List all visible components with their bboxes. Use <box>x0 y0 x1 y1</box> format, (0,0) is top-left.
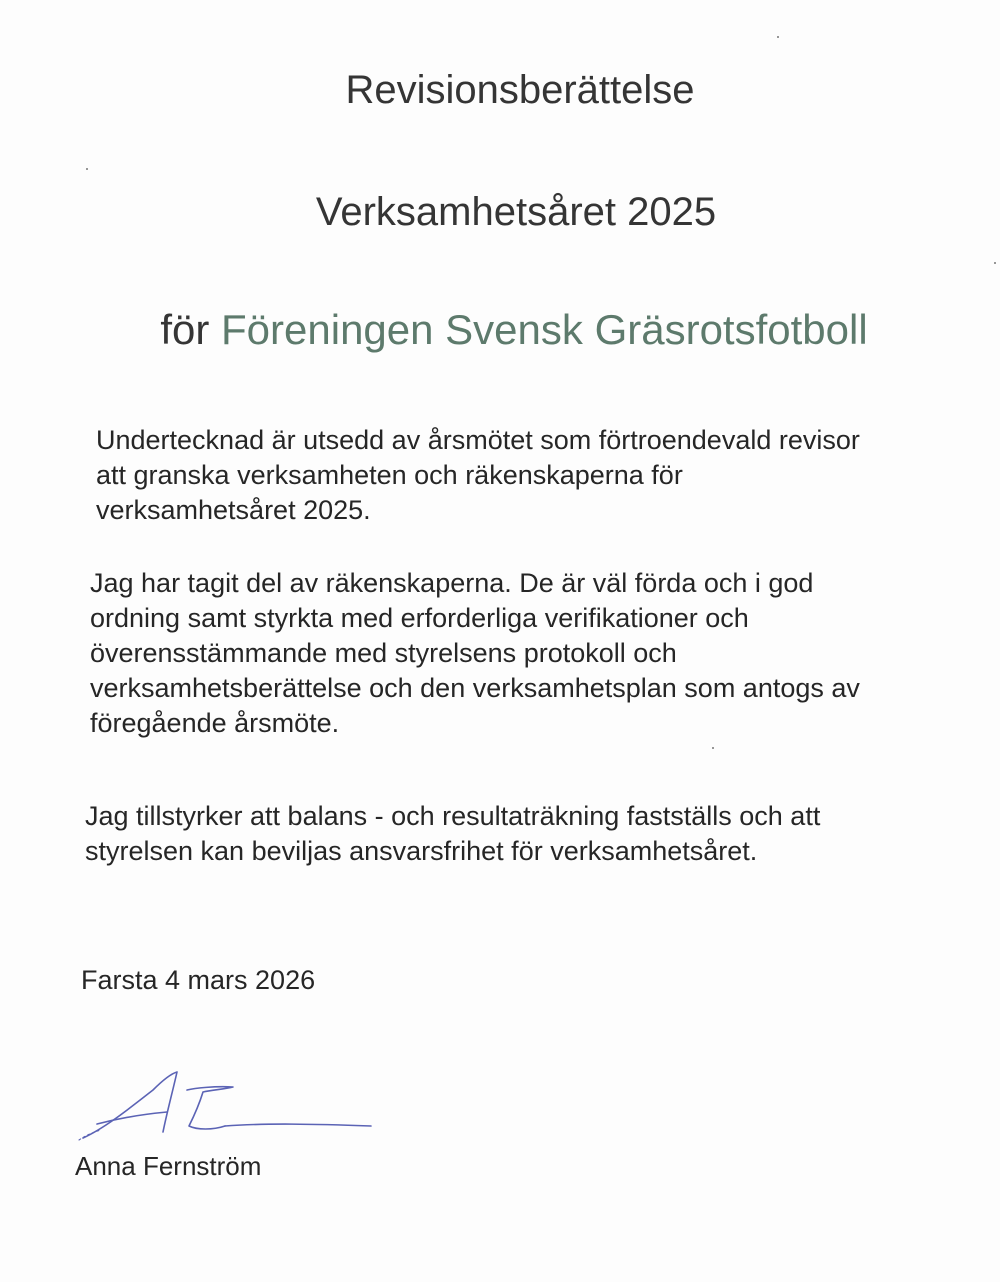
paragraph-line: föregående årsmöte. <box>90 708 340 738</box>
paragraph-line: överensstämmande med styrelsens protokoll och <box>90 638 677 668</box>
organization-prefix: för <box>160 306 210 353</box>
paragraph-line: Jag har tagit del av räkenskaperna. De är väl förda och i god <box>90 568 814 598</box>
paragraph-line: verksamhetsåret 2025. <box>96 495 371 525</box>
paragraph-line: verksamhetsberättelse och den verksamhetsplan som antogs av <box>90 673 860 703</box>
scan-speck <box>777 36 779 38</box>
paragraph-line: Jag tillstyrker att balans - och resultaträkning fastställs och att <box>85 801 821 831</box>
scan-speck <box>994 262 996 264</box>
place-and-date: Farsta 4 mars 2026 <box>81 965 316 995</box>
document-title: Revisionsberättelse <box>345 68 695 112</box>
paragraph-appointment <box>96 423 860 528</box>
organization-line <box>14 306 1000 354</box>
paragraph-line: att granska verksamheten och räkenskaperna för <box>96 460 683 490</box>
scan-speck <box>86 168 88 170</box>
signature-image <box>75 1060 385 1150</box>
scan-speck <box>712 747 714 749</box>
organization-name: Föreningen Svensk Gräsrotsfotboll <box>221 306 868 353</box>
signer-name: Anna Fernström <box>75 1151 262 1181</box>
document-subtitle: Verksamhetsåret 2025 <box>315 190 717 234</box>
paragraph-line: styrelsen kan beviljas ansvarsfrihet för verksamhetsåret. <box>85 836 758 866</box>
paragraph-line: ordning samt styrkta med erforderliga verifikationer och <box>90 603 749 633</box>
paragraph-line: Undertecknad är utsedd av årsmötet som förtroendevald revisor <box>96 425 860 455</box>
paragraph-review <box>90 566 860 741</box>
paragraph-recommendation <box>85 799 820 869</box>
